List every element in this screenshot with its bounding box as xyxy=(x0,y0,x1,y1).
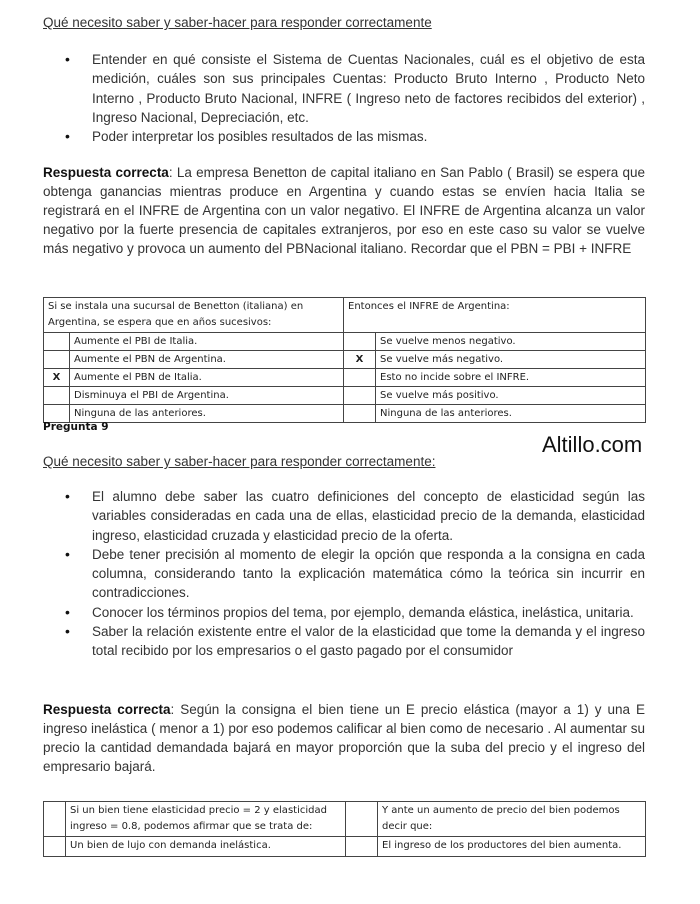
left-option: Ninguna de las anteriores. xyxy=(70,405,344,423)
left-mark-cell xyxy=(44,387,70,405)
question-label: Pregunta 9 xyxy=(43,421,109,433)
left-option: Aumente el PBN de Argentina. xyxy=(70,351,344,369)
list-item: • Poder interpretar los posibles resultados de las mismas. xyxy=(43,127,645,146)
left-mark-cell xyxy=(44,405,70,423)
left-mark-cell xyxy=(44,802,66,837)
left-option: Disminuya el PBI de Argentina. xyxy=(70,387,344,405)
answer-text: : La empresa Benetton de capital italiano en San Pablo ( Brasil) se espera que obtenga ganancias mientras produce en Argentina y cuando estas se envíen hacia Italia se registrará en el INFRE de Argentina con un valor negativo. El INFRE de Argentina alcanza un valor negativo por la fuerte presencia de capitales extranjeros, por eso en este caso su valor se vuelve más negativo y provoca un aumento del PBNacional italiano. Recordar que el PBN = PBI + INFRE xyxy=(43,165,645,256)
section1-bullet-list xyxy=(43,50,645,146)
section1-answer xyxy=(43,163,645,258)
table-row xyxy=(44,387,646,405)
table-row xyxy=(44,351,646,369)
left-option: Aumente el PBN de Italia. xyxy=(70,369,344,387)
table-left-header: Si un bien tiene elasticidad precio = 2 y elasticidad ingreso = 0.8, podemos afirmar que se trata de: xyxy=(66,802,346,837)
section2-heading: Qué necesito saber y saber-hacer para responder correctamente: xyxy=(43,454,436,469)
right-mark-cell xyxy=(344,405,376,423)
section2-bullet-list xyxy=(43,487,645,661)
altillo-watermark: Altillo.com xyxy=(542,432,643,457)
section1-heading: Qué necesito saber y saber-hacer para responder correctamente xyxy=(43,15,432,30)
options-table-1 xyxy=(43,297,646,423)
table-left-header: Si se instala una sucursal de Benetton (italiana) en Argentina, se espera que en años sucesivos: xyxy=(44,298,344,333)
left-mark-cell xyxy=(44,333,70,351)
list-item: • Conocer los términos propios del tema, por ejemplo, demanda elástica, inelástica, unitaria. xyxy=(43,603,645,622)
table-right-header: Y ante un aumento de precio del bien podemos decir que: xyxy=(378,802,646,837)
right-mark-cell xyxy=(344,387,376,405)
table-header-row xyxy=(44,802,646,837)
list-item: • Debe tener precisión al momento de elegir la opción que responda a la consigna en cada columna, considerando tanto la explicación matemática cómo la teórica sin incurrir en contradicciones. xyxy=(43,545,645,603)
right-option: Se vuelve más negativo. xyxy=(376,351,646,369)
table-row xyxy=(44,333,646,351)
table-row xyxy=(44,405,646,423)
left-option: Aumente el PBI de Italia. xyxy=(70,333,344,351)
section2-answer xyxy=(43,700,645,776)
right-mark-cell xyxy=(344,333,376,351)
list-item: • El alumno debe saber las cuatro definiciones del concepto de elasticidad según las variables consideradas en cada una de ellas, elasticidad precio de la demanda, elasticidad ingreso, elasticidad cruzada y elasticidad precio de la oferta. xyxy=(43,487,645,545)
right-mark-cell xyxy=(346,802,378,837)
right-mark-cell xyxy=(346,837,378,857)
table-header-row xyxy=(44,298,646,333)
right-option: Ninguna de las anteriores. xyxy=(376,405,646,423)
right-mark-cell xyxy=(344,369,376,387)
right-option: Se vuelve menos negativo. xyxy=(376,333,646,351)
left-mark-cell xyxy=(44,351,70,369)
right-option: El ingreso de los productores del bien aumenta. xyxy=(378,837,646,857)
list-item: • Saber la relación existente entre el valor de la elasticidad que tome la demanda y el ingreso total recibido por los empresarios o el gasto pagado por el consumidor xyxy=(43,622,645,661)
answer-label: Respuesta correcta xyxy=(43,702,171,717)
answer-text: : Según la consigna el bien tiene un E precio elástica (mayor a 1) y una E ingreso inelástica ( menor a 1) por eso podemos calificar al bien como de necesario . Al aumentar su precio la cantidad demandada bajará en mayor proporción que la suba del precio y el ingreso del empresario bajará. xyxy=(43,702,645,774)
left-mark-cell xyxy=(44,837,66,857)
right-option: Esto no incide sobre el INFRE. xyxy=(376,369,646,387)
right-mark-cell: X xyxy=(344,351,376,369)
left-mark-cell: X xyxy=(44,369,70,387)
answer-label: Respuesta correcta xyxy=(43,165,169,180)
table-row xyxy=(44,837,646,857)
table-row xyxy=(44,369,646,387)
list-item: • Entender en qué consiste el Sistema de Cuentas Nacionales, cuál es el objetivo de esta medición, cuáles son sus principales Cuentas: Producto Bruto Interno , Producto Neto Interno , Producto Bruto Nacional, INFRE ( Ingreso neto de factores recibidos del exterior) , Ingreso Nacional, Depreciación, etc. xyxy=(43,50,645,127)
right-option: Se vuelve más positivo. xyxy=(376,387,646,405)
left-option: Un bien de lujo con demanda inelástica. xyxy=(66,837,346,857)
table-right-header: Entonces el INFRE de Argentina: xyxy=(344,298,646,333)
options-table-2 xyxy=(43,801,646,857)
